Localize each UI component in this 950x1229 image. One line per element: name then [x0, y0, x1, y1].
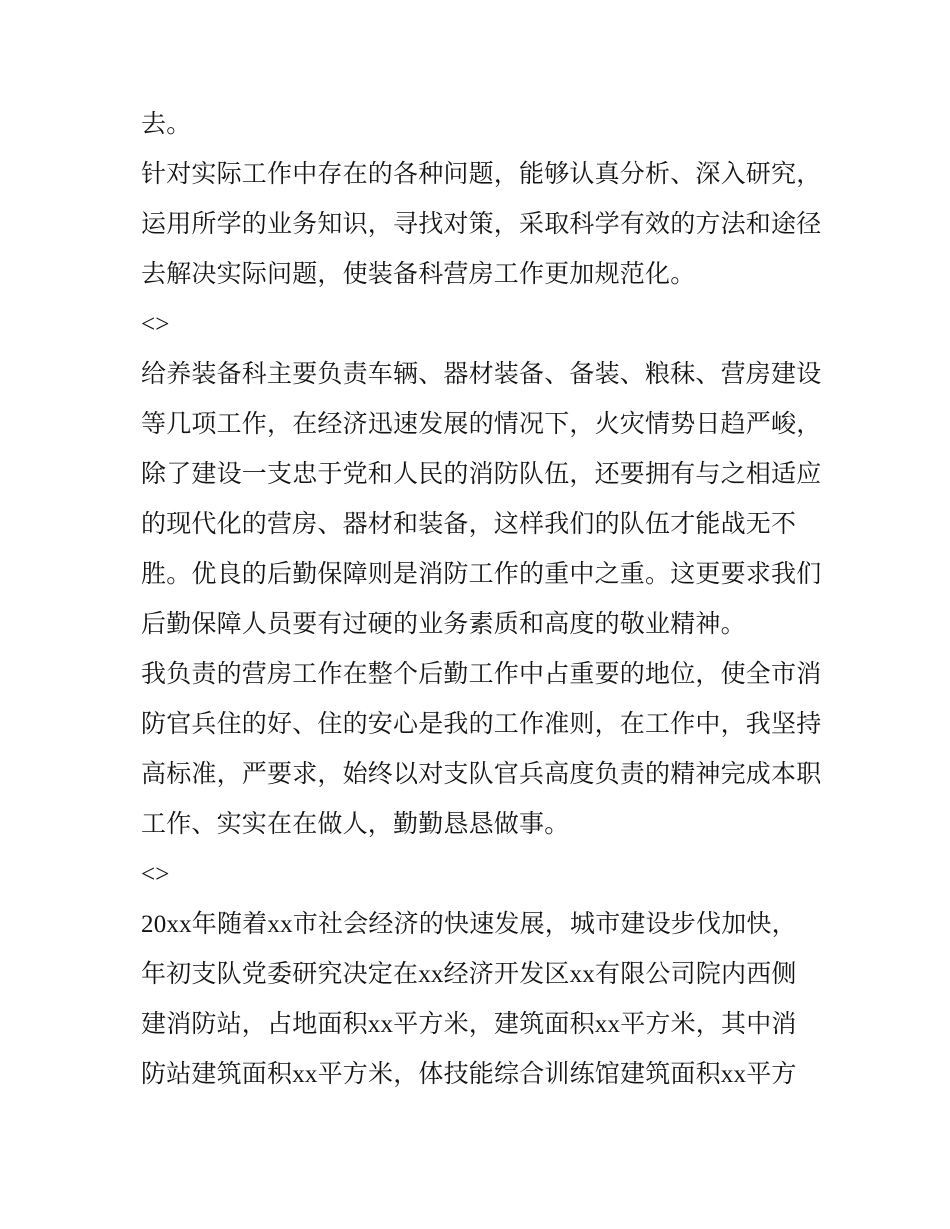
text-line: 给养装备科主要负责车辆、器材装备、备装、粮秣、营房建设: [141, 361, 822, 388]
text-line: 针对实际工作中存在的各种问题，能够认真分析、深入研究，: [141, 161, 822, 188]
text-line: 胜。优良的后勤保障则是消防工作的重中之重。这更要求我们: [141, 561, 822, 588]
text-line: 防站建筑面积xx平方米，体技能综合训练馆建筑面积xx平方: [141, 1061, 797, 1088]
text-line: 去。: [141, 111, 192, 138]
text-line: 20xx年随着xx市社会经济的快速发展，城市建设步伐加快，: [141, 911, 797, 938]
text-line: 防官兵住的好、住的安心是我的工作准则，在工作中，我坚持: [141, 711, 822, 738]
text-line: 高标准，严要求，始终以对支队官兵高度负责的精神完成本职: [141, 761, 822, 788]
text-line: 除了建设一支忠于党和人民的消防队伍，还要拥有与之相适应: [141, 461, 822, 488]
text-line: <>: [141, 311, 170, 338]
text-line: 年初支队党委研究决定在xx经济开发区xx有限公司院内西侧: [141, 961, 797, 988]
text-line: 我负责的营房工作在整个后勤工作中占重要的地位，使全市消: [141, 661, 822, 688]
text-line: 去解决实际问题，使装备科营房工作更加规范化。: [141, 261, 696, 288]
text-line: 工作、实实在在做人，勤勤恳恳做事。: [141, 811, 570, 838]
text-line: 的现代化的营房、器材和装备，这样我们的队伍才能战无不: [141, 511, 797, 538]
text-line: <>: [141, 861, 170, 888]
text-line: 运用所学的业务知识，寻找对策，采取科学有效的方法和途径: [141, 211, 822, 238]
document-body: [141, 100, 820, 1100]
text-line: 等几项工作，在经济迅速发展的情况下，火灾情势日趋严峻，: [141, 411, 822, 438]
text-line: 建消防站，占地面积xx平方米，建筑面积xx平方米，其中消: [141, 1011, 797, 1038]
text-line: 后勤保障人员要有过硬的业务素质和高度的敬业精神。: [141, 611, 746, 638]
